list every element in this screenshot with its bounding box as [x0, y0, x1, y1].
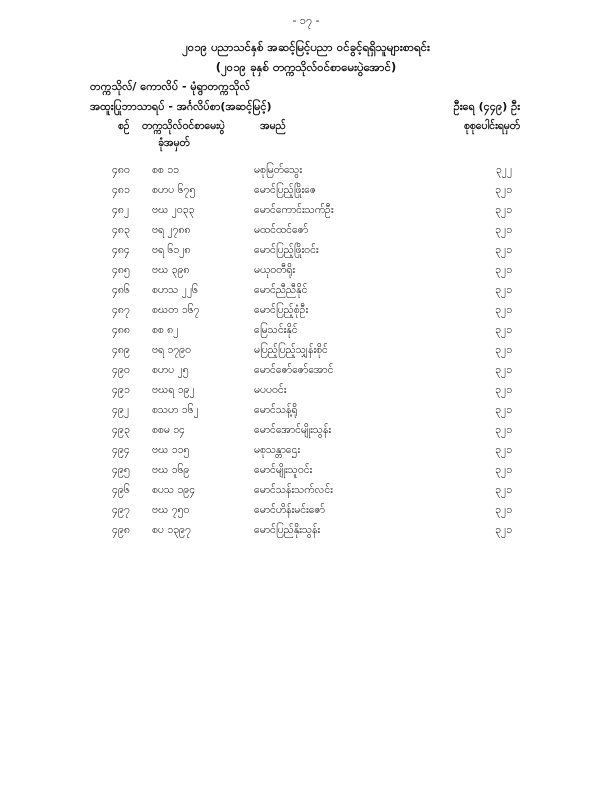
university-line: တက္ကသိုလ်/ ကောလိပ် - မုံရွာတက္ကသိုလ် — [90, 80, 250, 93]
total-score: ၃၂၁ — [495, 484, 512, 496]
row-number: ၄၉၃ — [112, 424, 130, 436]
table-row — [90, 204, 520, 224]
table-row — [90, 364, 520, 384]
row-number: ၄၉၄ — [112, 444, 130, 456]
table-row — [90, 344, 520, 364]
total-score: ၃၂၁ — [495, 204, 512, 216]
total-score: ၃၂၁ — [495, 524, 512, 536]
total-score: ၃၂၁ — [495, 224, 512, 236]
exam-number: ဗရ ၂၇၈၈ — [152, 224, 191, 236]
student-name: မပပဝင်း — [254, 384, 287, 396]
header-no: စဉ် — [118, 120, 130, 132]
header-name: အမည် — [260, 120, 286, 132]
row-number: ၄၈၆ — [112, 284, 130, 296]
student-name: မောင်မျိုးသူဝင်း — [254, 464, 313, 476]
document-subtitle: (၂၀၁၉ ခုနှစ် တက္ကသိုလ်ဝင်စာမေးပွဲအောင်) — [215, 60, 397, 74]
row-number: ၄၉၇ — [112, 504, 130, 516]
exam-number: စပသ ၁၉၄ — [152, 484, 196, 496]
row-number: ၄၈၄ — [112, 244, 130, 256]
student-name: မောင်သန့်ရို — [254, 404, 298, 416]
table-row — [90, 324, 520, 344]
exam-number: ဗရ ၁၇၉၀ — [152, 344, 191, 356]
table-row — [90, 404, 520, 424]
row-number: ၄၈၇ — [112, 304, 130, 316]
table-row — [90, 464, 520, 484]
header-exam-number-line2: ခုံအမှတ် — [158, 137, 190, 149]
student-name: မောင်ကောင်းသက်ဦး — [254, 204, 334, 216]
row-number: ၄၉၈ — [112, 524, 130, 536]
header-total-score: စုစုပေါင်းရမှတ် — [463, 120, 520, 132]
student-name: မပြည့်ပြည့်သျှန်းစိုင် — [254, 344, 328, 356]
header-exam-number: တက္ကသိုလ်ဝင်စာမေးပွဲ — [142, 120, 225, 132]
table-row — [90, 304, 520, 324]
row-number: ၄၈၀ — [112, 164, 130, 176]
student-name: မြေသင်းနိုင် — [254, 324, 298, 336]
row-number: ၄၉၆ — [112, 484, 130, 496]
total-score: ၃၂၁ — [495, 424, 512, 436]
student-name: မောင်ပြည်နိုးသွန်း — [254, 524, 321, 536]
exam-number: စဟသ ၂၂၆ — [152, 284, 198, 296]
student-name: မောင်အောင်မျိုးသွန်း — [254, 424, 331, 436]
total-score: ၃၂၁ — [495, 284, 512, 296]
row-number: ၄၉၀ — [112, 364, 130, 376]
row-number: ၄၈၈ — [112, 324, 130, 336]
row-number: ၄၈၉ — [112, 344, 130, 356]
table-header — [90, 120, 520, 160]
row-number: ၄၉၂ — [112, 404, 129, 416]
student-name: မယုဝတီရိုး — [254, 264, 296, 276]
total-score: ၃၂၁ — [495, 244, 512, 256]
exam-number: ဗဃရ ၁၉၂ — [152, 384, 195, 396]
table-row — [90, 444, 520, 464]
exam-number: ဗဃ ၁၁၅ — [152, 444, 190, 456]
exam-number: စပ ၁၃၉၇ — [152, 524, 191, 536]
table-row — [90, 424, 520, 444]
exam-number: စသဟ ၁၆၂ — [152, 404, 199, 416]
total-score: ၃၂၁ — [495, 304, 512, 316]
major-subject: အထူးပြုဘာသာရပ် - အင်္ဂလိပ်စာ(အဆင့်မြင့်) — [90, 100, 272, 113]
total-score: ၃၂၁ — [495, 364, 512, 376]
student-name: မောင်သန်းသက်လင်း — [254, 484, 333, 496]
table-row — [90, 184, 520, 204]
student-name: မောင်ဇော်ဇော်အောင် — [254, 364, 334, 376]
exam-number: စဟပ ၂၅ — [152, 364, 189, 376]
total-score: ၃၂၁ — [495, 384, 512, 396]
page-number: - ၁၇ - — [292, 14, 320, 27]
table-row — [90, 284, 520, 304]
total-score: ၃၂၁ — [495, 344, 512, 356]
table-row — [90, 164, 520, 184]
student-name: မထင်ထင်ဇော် — [254, 224, 309, 236]
exam-number: စစ ၈၂ — [152, 324, 179, 336]
exam-number: စဟပ ၆၇၅ — [152, 184, 196, 196]
exam-number: စစ ၁၁ — [152, 164, 179, 176]
row-number: ၄၈၃ — [112, 224, 130, 236]
total-score: ၃၂၁ — [495, 264, 512, 276]
student-name: မစုမြတ်သွေး — [254, 164, 302, 176]
total-score: ၃၂၁ — [495, 444, 512, 456]
total-score: ၃၂၁ — [495, 184, 512, 196]
table-body — [90, 164, 520, 544]
student-name: မောင်ပြည့်စုံဦး — [254, 304, 309, 316]
row-number: ၄၈၅ — [112, 264, 130, 276]
row-number: ၄၉၅ — [112, 464, 130, 476]
exam-number: ဗဃ ၃၉၈ — [152, 264, 190, 276]
table-row — [90, 524, 520, 544]
exam-number: စဃတ ၁၆၇ — [152, 304, 200, 316]
exam-number: စစမ ၁၄ — [152, 424, 185, 436]
total-score: ၃၂၂ — [495, 164, 512, 176]
table-row — [90, 224, 520, 244]
exam-number: ဗဃ ၇၅၀ — [152, 504, 190, 516]
exam-number: ဗဃ ၂၀၃၃ — [152, 204, 195, 216]
exam-number: ဗရ ၆၁၂၈ — [152, 244, 191, 256]
student-name: မောင်ညီညီနိုင် — [254, 284, 308, 296]
table-row — [90, 264, 520, 284]
student-name: မောင်ပြည့်ဖြိုးဝင်း — [254, 244, 319, 256]
total-score: ၃၂၁ — [495, 324, 512, 336]
row-number: ၄၈၁ — [112, 184, 130, 196]
total-score: ၃၂၁ — [495, 504, 512, 516]
total-score: ၃၂၁ — [495, 404, 512, 416]
student-name: မစုသန္တာဌေး — [254, 444, 300, 456]
table-row — [90, 504, 520, 524]
row-number: ၄၈၂ — [112, 204, 130, 216]
student-name: မောင်ပြည့်ဖြိုးဇေ — [254, 184, 317, 196]
category-line — [90, 100, 520, 116]
total-score: ၃၂၁ — [495, 464, 512, 476]
table-row — [90, 244, 520, 264]
table-row — [90, 384, 520, 404]
student-name: မောင်ဟိန်းမင်းဇော် — [254, 504, 325, 516]
exam-number: ဗဃ ၁၆၉ — [152, 464, 190, 476]
row-number: ၄၉၁ — [112, 384, 130, 396]
document-title: ၂၀၁၉ ပညာသင်နှစ် အဆင့်မြင့်ပညာ ဝင်ခွင့်ရရှိသူများစာရင်း — [182, 40, 430, 54]
quota-count: ဦးရေ (၄၄၉) ဦး — [453, 100, 520, 113]
table-row — [90, 484, 520, 504]
